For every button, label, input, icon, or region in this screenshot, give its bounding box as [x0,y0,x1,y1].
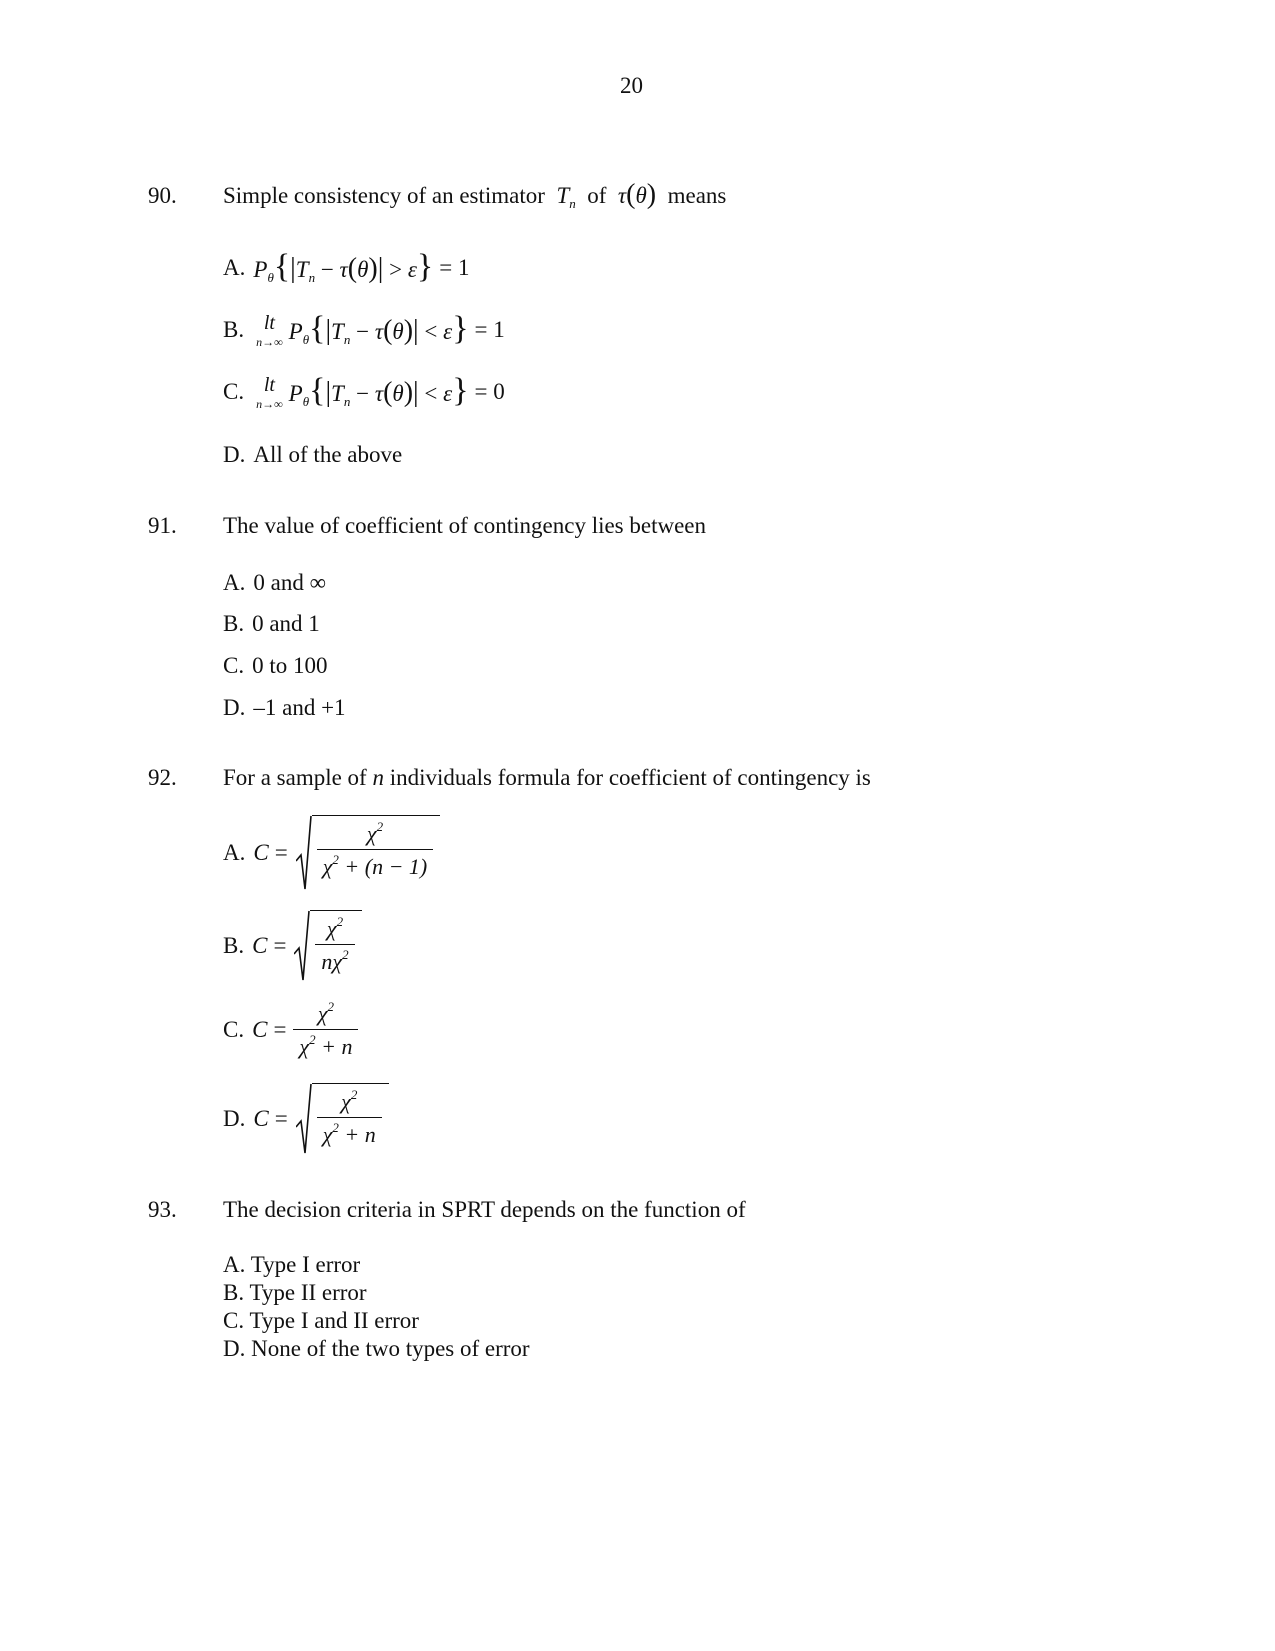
option-formula: C = $\frac{\chi^2}{n\chi^2}$ [252,910,362,982]
question-93-option-d[interactable] [223,1335,530,1363]
square-root: $\frac{\chi^2}{\chi^2 + (n - 1)}$ [296,815,441,891]
square-root: $\frac{\chi^2}{n\chi^2}$ [294,910,361,982]
option-text: Type I and II error [249,1308,419,1333]
option-letter: D. [223,695,246,720]
question-91-option-a[interactable] [223,570,326,596]
limit-text: lt [263,311,275,334]
option-formula: $P_\theta\{|T_n - \tau(\theta)| > \varepsilon\}$ [253,248,434,285]
option-text: All of the above [253,442,403,467]
question-92-option-b[interactable] [223,910,362,982]
limit-subscript: n→∞ [256,334,283,349]
question-90-text-before: Simple consistency of an estimator [223,183,545,208]
estimator-symbol: $T_n$ [556,183,576,211]
sample-size-variable: n [372,765,384,790]
option-formula: C = $\frac{\chi^2}{\chi^2 + n}$ [253,1083,388,1155]
option-formula: $P_\theta\{|T_n - \tau(\theta)| < \varepsilon\}$ [288,310,469,347]
option-letter: C. [223,1016,245,1042]
question-90-text-after: means [667,183,727,208]
option-letter: C. [223,379,245,404]
question-90-option-b[interactable] [223,312,505,348]
option-letter: A. [223,840,246,865]
option-text: Type II error [249,1280,367,1305]
option-result: = 1 [474,317,505,342]
option-letter: B. [223,933,245,958]
limit-operator [256,313,283,348]
question-92-option-a[interactable] [223,815,440,891]
question-93-option-b[interactable] [223,1279,530,1307]
question-92-number: 92. [148,765,177,790]
option-formula: C = $\frac{\chi^2}{\chi^2 + (n - 1)}$ [253,815,440,891]
question-90-option-a[interactable] [223,250,469,286]
option-text: 0 and 1 [252,611,320,636]
option-text: Type I error [250,1252,361,1277]
option-letter: B. [223,317,245,342]
limit-operator [256,375,283,410]
question-92-text-after: individuals formula for coefficient of contingency is [389,765,871,790]
option-text: –1 and +1 [253,695,346,720]
option-letter: C. [223,1308,245,1333]
question-91-text: The value of coefficient of contingency lies between [223,513,707,538]
question-90-number: 90. [148,183,177,208]
question-90-text [223,181,726,212]
question-91-option-d[interactable] [223,695,346,721]
option-text: None of the two types of error [251,1336,530,1361]
question-91-option-b[interactable] [223,611,320,637]
question-93-option-c[interactable] [223,1307,530,1335]
question-92-option-d[interactable] [223,1083,389,1155]
square-root: $\frac{\chi^2}{\chi^2 + n}$ [296,1083,389,1155]
page-number: 20 [620,73,643,98]
question-90-option-d[interactable] [223,442,402,468]
option-letter: D. [223,442,246,467]
option-letter: D. [223,1106,246,1131]
option-letter: B. [223,1280,245,1305]
option-result: = 1 [439,255,470,280]
question-92-text-before: For a sample of [223,765,367,790]
option-formula: $P_\theta\{|T_n - \tau(\theta)| < \varepsilon\}$ [288,372,469,409]
question-93-option-a[interactable] [223,1251,530,1279]
option-letter: A. [223,1252,246,1277]
tau-theta-symbol: τ(θ) [617,179,657,210]
option-letter: A. [223,570,246,595]
option-letter: B. [223,611,245,636]
option-letter: D. [223,1336,246,1361]
question-92-option-c[interactable] [223,1000,361,1059]
question-91-option-c[interactable] [223,653,327,679]
limit-subscript: n→∞ [256,396,283,411]
option-text: 0 and ∞ [253,570,326,595]
question-90-text-of: of [587,183,607,208]
option-letter: A. [223,255,246,280]
question-92-text [223,765,871,791]
question-93-options [223,1251,530,1363]
option-text: 0 to 100 [252,653,328,678]
option-result: = 0 [474,379,505,404]
question-90-option-c[interactable] [223,374,505,410]
question-93-text: The decision criteria in SPRT depends on the function of [223,1197,746,1222]
question-93-number: 93. [148,1197,177,1222]
limit-text: lt [263,373,275,396]
option-formula: C = $\frac{\chi^2}{\chi^2 + n}$ [252,1000,361,1059]
question-91-number: 91. [148,513,177,538]
option-letter: C. [223,653,245,678]
